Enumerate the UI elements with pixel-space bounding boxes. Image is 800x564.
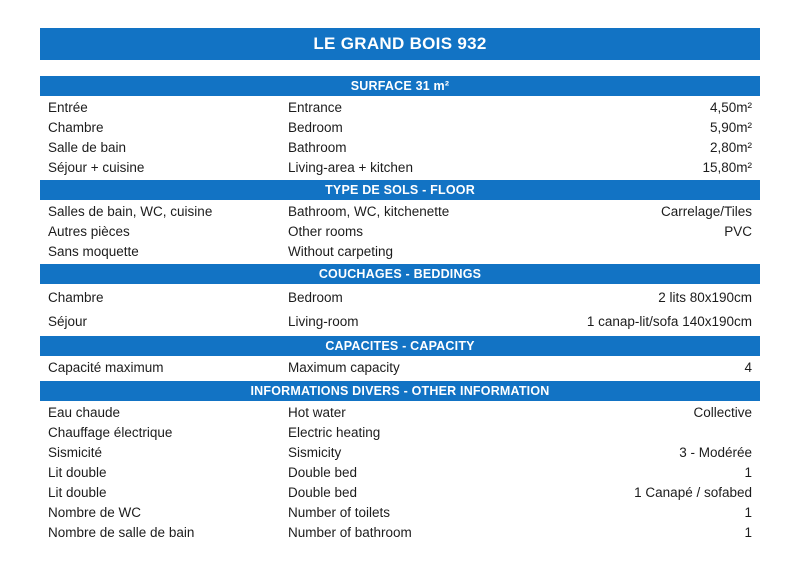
row-label-fr: Nombre de WC [48,504,142,520]
row-value: Collective [693,404,752,420]
property-info-sheet [40,28,760,542]
section-header-capacity: CAPACITES - CAPACITY [40,336,760,356]
row-label-fr: Salles de bain, WC, cuisine [48,203,213,219]
row-label-en: Bedroom [288,119,343,135]
row-value: 2,80m² [709,139,752,155]
row-label-fr: Chambre [48,119,104,135]
row-value: 5,90m² [709,119,752,135]
section-header-beddings: COUCHAGES - BEDDINGS [40,264,760,284]
row-label-en: Bathroom, WC, kitchenette [288,203,450,219]
row-label-fr: Lit double [48,484,107,500]
row-label-fr: Autres pièces [48,223,130,239]
spec-row [40,309,760,333]
row-value: 4 [744,360,752,375]
spec-row [40,241,760,261]
spec-row [40,442,760,462]
row-label-en: Living-area + kitchen [288,159,413,175]
row-label-fr: Séjour + cuisine [48,159,145,175]
row-label-fr: Lit double [48,464,107,480]
row-label-en: Without carpeting [288,243,394,259]
row-label-en: Maximum capacity [288,360,400,375]
row-value: 1 canap-lit/sofa 140x190cm [586,313,752,329]
row-value: Carrelage/Tiles [660,203,752,219]
spec-row [40,462,760,482]
row-value: 2 lits 80x190cm [658,289,752,305]
spec-row [40,482,760,502]
row-label-fr: Entrée [48,99,88,115]
spec-row [40,97,760,117]
row-label-fr: Chauffage électrique [48,424,173,440]
spec-row [40,157,760,177]
row-value: 4,50m² [709,99,752,115]
row-label-fr: Sans moquette [48,243,139,259]
row-label-en: Living-room [288,313,359,329]
row-label-fr: Nombre de salle de bain [48,524,195,540]
row-value: 1 [744,504,752,520]
row-label-en: Double bed [288,464,358,480]
row-label-en: Hot water [288,404,346,420]
spec-row [40,285,760,309]
row-value: 15,80m² [702,159,752,175]
row-label-en: Number of bathroom [288,524,412,540]
row-label-fr: Eau chaude [48,404,121,420]
spec-row [40,201,760,221]
row-label-en: Double bed [288,484,358,500]
row-value: 3 - Modérée [679,444,752,460]
spec-row [40,522,760,542]
spec-row [40,117,760,137]
spec-row [40,357,760,378]
row-value: 1 [744,524,752,540]
section-header-floor: TYPE DE SOLS - FLOOR [40,180,760,200]
row-label-en: Electric heating [288,424,381,440]
row-label-fr: Chambre [48,289,104,305]
spec-row [40,221,760,241]
row-value: 1 Canapé / sofabed [634,484,752,500]
row-label-en: Number of toilets [288,504,391,520]
row-label-fr: Sismicité [48,444,103,460]
row-label-fr: Séjour [48,313,88,329]
section-header-surface: SURFACE 31 m² [40,76,760,96]
row-label-fr: Capacité maximum [48,360,164,375]
row-label-en: Other rooms [288,223,364,239]
row-label-fr: Salle de bain [48,139,127,155]
row-label-en: Bathroom [288,139,347,155]
page-title [40,28,760,60]
row-value: PVC [724,223,752,239]
spec-row [40,422,760,442]
row-label-en: Bedroom [288,289,343,305]
spec-table [40,76,760,542]
row-value: 1 [744,464,752,480]
section-header-other: INFORMATIONS DIVERS - OTHER INFORMATION [40,381,760,401]
spec-row [40,502,760,522]
spec-row [40,137,760,157]
row-label-en: Entrance [288,99,343,115]
row-label-en: Sismicity [288,444,342,460]
spec-row [40,402,760,422]
page-title-text: LE GRAND BOIS 932 [313,34,487,53]
